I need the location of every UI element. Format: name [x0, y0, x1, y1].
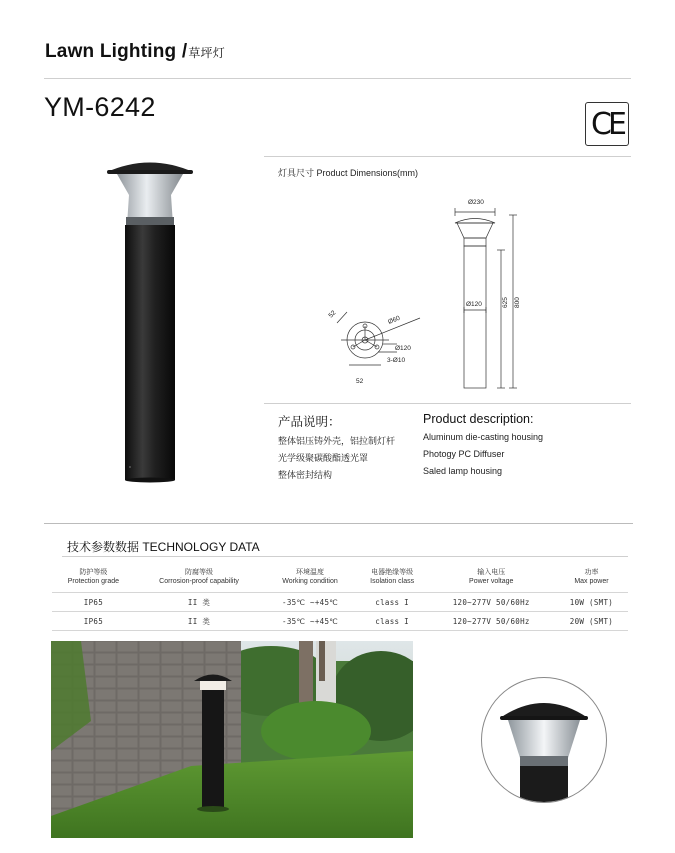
dim-total-height: 800: [514, 297, 521, 308]
dim-base-52-bottom: 52: [356, 378, 364, 385]
description-cn-title: 产品说明：: [278, 415, 341, 429]
cell-voltage: 120~277V 50/60Hz: [428, 612, 555, 631]
dim-base-52-side: 52: [327, 309, 338, 320]
col-en: Max power: [574, 578, 609, 585]
col-cn: 环境温度: [296, 569, 324, 576]
dim-pole-height: 625: [502, 297, 509, 308]
dimensions-label: 灯具尺寸 Product Dimensions(mm): [278, 168, 419, 178]
tech-col-voltage: [428, 568, 555, 593]
tech-col-corrosion: [135, 568, 264, 593]
header-divider: [44, 78, 631, 79]
installation-photo: [51, 641, 413, 838]
col-en: Protection grade: [67, 578, 120, 585]
tech-top-divider: [44, 523, 633, 524]
col-en: Isolation class: [370, 578, 415, 585]
cell-working: -35℃ ~+45℃: [263, 593, 356, 612]
col-en: Working condition: [282, 578, 338, 585]
description-cn-item: 整体密封结构: [278, 470, 333, 480]
cell-working: -35℃ ~+45℃: [263, 612, 356, 631]
dims-top-divider: [264, 156, 631, 157]
tech-col-power: [555, 568, 628, 593]
cell-protection: IP65: [52, 593, 135, 612]
section-title: [45, 41, 225, 63]
dim-base-d60: Ø60: [387, 314, 402, 326]
description-en-item: Aluminum die-casting housing: [423, 432, 544, 442]
cell-power: 20W (SMT): [555, 612, 628, 631]
dim-base-holes: 3-Ø10: [387, 357, 406, 364]
tech-table: [52, 568, 628, 631]
tech-col-working: [263, 568, 356, 593]
col-cn: 防腐等级: [185, 569, 214, 576]
col-cn: 功率: [584, 569, 599, 576]
table-row: [52, 612, 628, 631]
description-en-title: Product description:: [423, 412, 534, 426]
description-cn-item: 整体铝压铸外壳，铝拉制灯杆: [278, 436, 396, 446]
col-en: Power voltage: [469, 578, 514, 585]
product-image: [95, 155, 205, 485]
section-title-en: Lawn Lighting /: [45, 41, 188, 62]
table-row: [52, 593, 628, 612]
dims-bottom-divider: [264, 403, 631, 404]
cell-corrosion: II 类: [135, 612, 264, 631]
cell-corrosion: II 类: [135, 593, 264, 612]
dim-top-diameter: Ø230: [468, 199, 484, 206]
lamp-detail-image: [481, 677, 607, 803]
description-en-item: Photogy PC Diffuser: [423, 449, 505, 459]
model-number: YM-6242: [44, 92, 156, 122]
cell-power: 10W (SMT): [555, 593, 628, 612]
ce-mark-icon: CE: [585, 102, 629, 146]
dim-pole-diameter: Ø120: [466, 301, 482, 308]
cell-isolation: class I: [357, 612, 428, 631]
col-cn: 电器绝缘等级: [371, 569, 414, 576]
tech-col-protection: [52, 568, 135, 593]
description-cn: [278, 412, 395, 484]
col-cn: 输入电压: [477, 569, 506, 576]
cell-voltage: 120~277V 50/60Hz: [428, 593, 555, 612]
tech-title: 技术参数数据 TECHNOLOGY DATA: [67, 540, 260, 554]
section-title-cn: 草坪灯: [188, 46, 225, 60]
description-en-item: Saled lamp housing: [423, 466, 503, 476]
cell-isolation: class I: [357, 593, 428, 612]
description-cn-item: 光学级聚碳酸酯透光罩: [278, 453, 369, 463]
cell-protection: IP65: [52, 612, 135, 631]
tech-col-isolation: [357, 568, 428, 593]
dim-base-d120: Ø120: [395, 345, 411, 352]
dimension-drawing: [305, 190, 535, 395]
tech-header-row: [52, 568, 628, 593]
tech-title-divider: [62, 556, 628, 557]
col-en: Corrosion-proof capability: [159, 578, 239, 585]
description-en: [423, 412, 543, 480]
col-cn: 防护等级: [79, 569, 108, 576]
